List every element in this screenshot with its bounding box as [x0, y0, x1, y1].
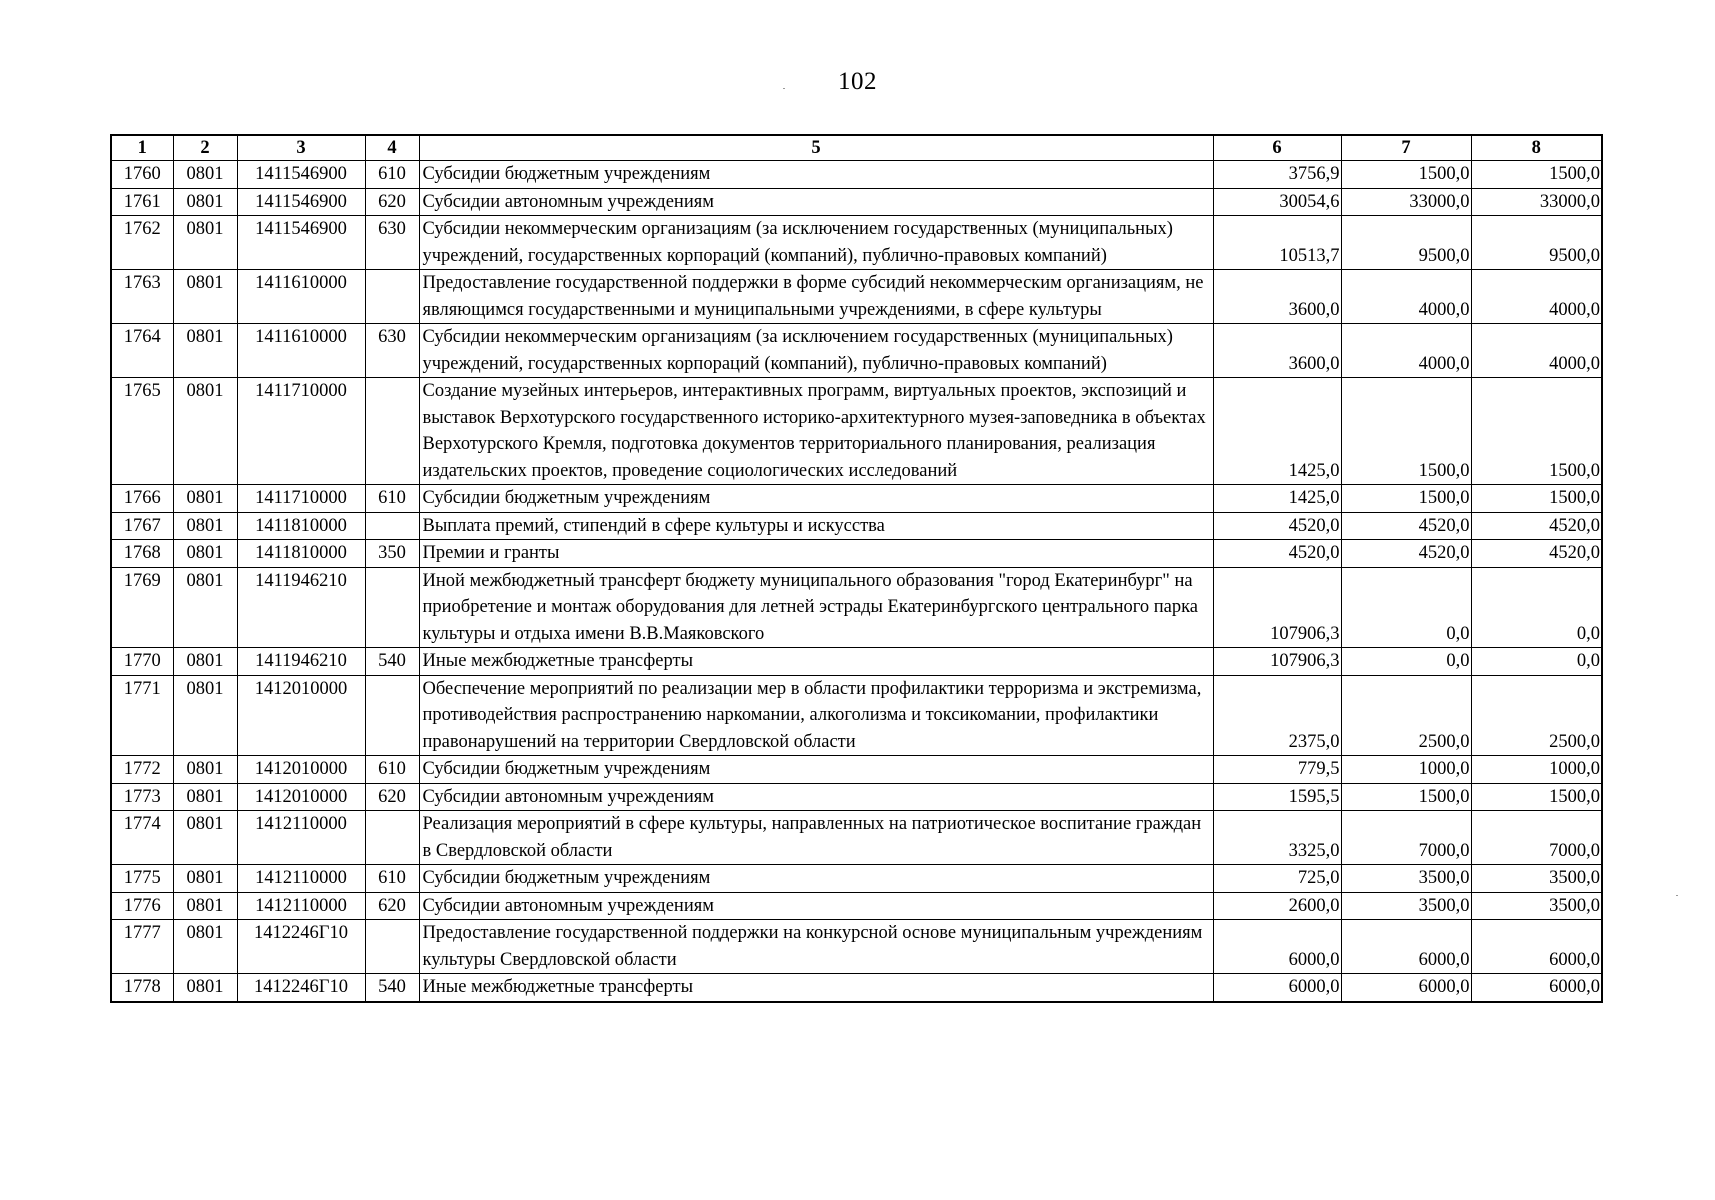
target-code-cell: 1412110000 — [237, 865, 365, 893]
expense-type-cell: 630 — [365, 324, 419, 378]
target-code-cell: 1411946210 — [237, 648, 365, 676]
row-number-cell: 1767 — [111, 512, 173, 540]
amount-col8-cell: 7000,0 — [1471, 811, 1602, 865]
header-cell: 5 — [419, 135, 1213, 161]
row-number-cell: 1777 — [111, 920, 173, 974]
target-code-cell: 1411710000 — [237, 378, 365, 485]
expense-type-cell: 540 — [365, 974, 419, 1002]
section-code-cell: 0801 — [173, 161, 237, 189]
amount-col8-cell: 3500,0 — [1471, 865, 1602, 893]
amount-col7-cell: 3500,0 — [1341, 865, 1471, 893]
section-code-cell: 0801 — [173, 485, 237, 513]
header-cell: 2 — [173, 135, 237, 161]
budget-table — [110, 134, 1603, 1003]
section-code-cell: 0801 — [173, 865, 237, 893]
amount-col7-cell: 9500,0 — [1341, 216, 1471, 270]
item-name-cell: Предоставление государственной поддержки в форме субсидий некоммерческим организациям, не являющимся государственными и муниципальными учреждениями, в сфере культуры — [419, 270, 1213, 324]
amount-col8-cell: 6000,0 — [1471, 974, 1602, 1002]
row-number-cell: 1766 — [111, 485, 173, 513]
table-row — [111, 811, 1602, 865]
amount-col6-cell: 1425,0 — [1213, 378, 1341, 485]
header-cell: 4 — [365, 135, 419, 161]
amount-col6-cell: 10513,7 — [1213, 216, 1341, 270]
header-cell: 3 — [237, 135, 365, 161]
amount-col8-cell: 1500,0 — [1471, 783, 1602, 811]
row-number-cell: 1760 — [111, 161, 173, 189]
header-row — [111, 135, 1602, 161]
target-code-cell: 1411610000 — [237, 324, 365, 378]
amount-col8-cell: 4000,0 — [1471, 324, 1602, 378]
expense-type-cell — [365, 378, 419, 485]
section-code-cell: 0801 — [173, 756, 237, 784]
amount-col8-cell: 4520,0 — [1471, 540, 1602, 568]
row-number-cell: 1773 — [111, 783, 173, 811]
target-code-cell: 1412010000 — [237, 783, 365, 811]
row-number-cell: 1775 — [111, 865, 173, 893]
row-number-cell: 1770 — [111, 648, 173, 676]
amount-col8-cell: 2500,0 — [1471, 675, 1602, 756]
table-row — [111, 540, 1602, 568]
expense-type-cell: 620 — [365, 783, 419, 811]
expense-type-cell: 540 — [365, 648, 419, 676]
amount-col6-cell: 3600,0 — [1213, 270, 1341, 324]
section-code-cell: 0801 — [173, 270, 237, 324]
section-code-cell: 0801 — [173, 920, 237, 974]
row-number-cell: 1778 — [111, 974, 173, 1002]
row-number-cell: 1762 — [111, 216, 173, 270]
table-row — [111, 865, 1602, 893]
expense-type-cell — [365, 512, 419, 540]
amount-col8-cell: 4000,0 — [1471, 270, 1602, 324]
amount-col8-cell: 0,0 — [1471, 567, 1602, 648]
row-number-cell: 1761 — [111, 188, 173, 216]
item-name-cell: Субсидии бюджетным учреждениям — [419, 485, 1213, 513]
target-code-cell: 1412110000 — [237, 811, 365, 865]
amount-col7-cell: 1500,0 — [1341, 378, 1471, 485]
amount-col7-cell: 33000,0 — [1341, 188, 1471, 216]
table-row — [111, 161, 1602, 189]
item-name-cell: Субсидии автономным учреждениям — [419, 188, 1213, 216]
expense-type-cell — [365, 811, 419, 865]
target-code-cell: 1411546900 — [237, 188, 365, 216]
expense-type-cell: 610 — [365, 161, 419, 189]
expense-type-cell — [365, 675, 419, 756]
table-row — [111, 188, 1602, 216]
table-row — [111, 378, 1602, 485]
amount-col6-cell: 6000,0 — [1213, 974, 1341, 1002]
amount-col8-cell: 3500,0 — [1471, 892, 1602, 920]
row-number-cell: 1765 — [111, 378, 173, 485]
amount-col8-cell: 6000,0 — [1471, 920, 1602, 974]
expense-type-cell — [365, 920, 419, 974]
amount-col8-cell: 1500,0 — [1471, 378, 1602, 485]
expense-type-cell: 620 — [365, 892, 419, 920]
amount-col7-cell: 4000,0 — [1341, 270, 1471, 324]
table-row — [111, 324, 1602, 378]
table-row — [111, 892, 1602, 920]
expense-type-cell: 630 — [365, 216, 419, 270]
target-code-cell: 1411946210 — [237, 567, 365, 648]
item-name-cell: Субсидии некоммерческим организациям (за исключением государственных (муниципальных) учреждений, государственных корпораций (компаний), публично-правовых компаний) — [419, 324, 1213, 378]
row-number-cell: 1769 — [111, 567, 173, 648]
target-code-cell: 1411810000 — [237, 540, 365, 568]
expense-type-cell: 620 — [365, 188, 419, 216]
item-name-cell: Субсидии некоммерческим организациям (за исключением государственных (муниципальных) учреждений, государственных корпораций (компаний), публично-правовых компаний) — [419, 216, 1213, 270]
target-code-cell: 1411546900 — [237, 161, 365, 189]
amount-col7-cell: 0,0 — [1341, 648, 1471, 676]
item-name-cell: Иные межбюджетные трансферты — [419, 648, 1213, 676]
item-name-cell: Субсидии бюджетным учреждениям — [419, 161, 1213, 189]
amount-col7-cell: 6000,0 — [1341, 974, 1471, 1002]
amount-col7-cell: 0,0 — [1341, 567, 1471, 648]
section-code-cell: 0801 — [173, 540, 237, 568]
amount-col6-cell: 4520,0 — [1213, 512, 1341, 540]
amount-col6-cell: 3600,0 — [1213, 324, 1341, 378]
section-code-cell: 0801 — [173, 378, 237, 485]
section-code-cell: 0801 — [173, 648, 237, 676]
target-code-cell: 1412010000 — [237, 675, 365, 756]
amount-col8-cell: 4520,0 — [1471, 512, 1602, 540]
item-name-cell: Предоставление государственной поддержки на конкурсной основе муниципальным учреждениям культуры Свердловской области — [419, 920, 1213, 974]
amount-col6-cell: 30054,6 — [1213, 188, 1341, 216]
amount-col7-cell: 1000,0 — [1341, 756, 1471, 784]
expense-type-cell: 610 — [365, 756, 419, 784]
row-number-cell: 1771 — [111, 675, 173, 756]
section-code-cell: 0801 — [173, 512, 237, 540]
amount-col7-cell: 4520,0 — [1341, 540, 1471, 568]
amount-col8-cell: 1000,0 — [1471, 756, 1602, 784]
section-code-cell: 0801 — [173, 974, 237, 1002]
header-cell: 8 — [1471, 135, 1602, 161]
amount-col6-cell: 725,0 — [1213, 865, 1341, 893]
section-code-cell: 0801 — [173, 811, 237, 865]
amount-col7-cell: 1500,0 — [1341, 485, 1471, 513]
section-code-cell: 0801 — [173, 567, 237, 648]
amount-col6-cell: 1595,5 — [1213, 783, 1341, 811]
section-code-cell: 0801 — [173, 675, 237, 756]
row-number-cell: 1764 — [111, 324, 173, 378]
item-name-cell: Реализация мероприятий в сфере культуры, направленных на патриотическое воспитание граждан в Свердловской области — [419, 811, 1213, 865]
target-code-cell: 1411610000 — [237, 270, 365, 324]
section-code-cell: 0801 — [173, 324, 237, 378]
amount-col7-cell: 4520,0 — [1341, 512, 1471, 540]
item-name-cell: Выплата премий, стипендий в сфере культуры и искусства — [419, 512, 1213, 540]
expense-type-cell — [365, 270, 419, 324]
header-cell: 1 — [111, 135, 173, 161]
table-row — [111, 567, 1602, 648]
table-row — [111, 783, 1602, 811]
row-number-cell: 1774 — [111, 811, 173, 865]
amount-col7-cell: 1500,0 — [1341, 161, 1471, 189]
table-row — [111, 270, 1602, 324]
amount-col7-cell: 3500,0 — [1341, 892, 1471, 920]
page-number: 102 — [838, 68, 877, 95]
target-code-cell: 1412246Г10 — [237, 920, 365, 974]
expense-type-cell: 350 — [365, 540, 419, 568]
row-number-cell: 1776 — [111, 892, 173, 920]
section-code-cell: 0801 — [173, 188, 237, 216]
item-name-cell: Субсидии бюджетным учреждениям — [419, 756, 1213, 784]
target-code-cell: 1412010000 — [237, 756, 365, 784]
amount-col8-cell: 1500,0 — [1471, 485, 1602, 513]
item-name-cell: Иной межбюджетный трансферт бюджету муниципального образования "город Екатеринбург" на приобретение и монтаж оборудования для летней эстрады Екатеринбургского центрального парка культуры и отдыха имени В.В.Маяковского — [419, 567, 1213, 648]
amount-col8-cell: 33000,0 — [1471, 188, 1602, 216]
expense-type-cell: 610 — [365, 865, 419, 893]
amount-col6-cell: 107906,3 — [1213, 567, 1341, 648]
target-code-cell: 1411710000 — [237, 485, 365, 513]
amount-col8-cell: 0,0 — [1471, 648, 1602, 676]
item-name-cell: Субсидии автономным учреждениям — [419, 783, 1213, 811]
target-code-cell: 1412110000 — [237, 892, 365, 920]
table-row — [111, 648, 1602, 676]
expense-type-cell: 610 — [365, 485, 419, 513]
header-cell: 7 — [1341, 135, 1471, 161]
target-code-cell: 1411810000 — [237, 512, 365, 540]
item-name-cell: Субсидии бюджетным учреждениям — [419, 865, 1213, 893]
amount-col8-cell: 1500,0 — [1471, 161, 1602, 189]
row-number-cell: 1768 — [111, 540, 173, 568]
table-row — [111, 512, 1602, 540]
table-row — [111, 485, 1602, 513]
amount-col6-cell: 107906,3 — [1213, 648, 1341, 676]
amount-col7-cell: 1500,0 — [1341, 783, 1471, 811]
amount-col6-cell: 4520,0 — [1213, 540, 1341, 568]
amount-col7-cell: 2500,0 — [1341, 675, 1471, 756]
item-name-cell: Обеспечение мероприятий по реализации мер в области профилактики терроризма и экстремизма, противодействия распространению наркомании, алкоголизма и токсикомании, профилактики правонарушений на территории Свердловской области — [419, 675, 1213, 756]
table-row — [111, 974, 1602, 1002]
row-number-cell: 1763 — [111, 270, 173, 324]
item-name-cell: Субсидии автономным учреждениям — [419, 892, 1213, 920]
target-code-cell: 1412246Г10 — [237, 974, 365, 1002]
table-row — [111, 920, 1602, 974]
section-code-cell: 0801 — [173, 892, 237, 920]
amount-col8-cell: 9500,0 — [1471, 216, 1602, 270]
amount-col6-cell: 2600,0 — [1213, 892, 1341, 920]
amount-col6-cell: 6000,0 — [1213, 920, 1341, 974]
amount-col6-cell: 3756,9 — [1213, 161, 1341, 189]
row-number-cell: 1772 — [111, 756, 173, 784]
amount-col6-cell: 779,5 — [1213, 756, 1341, 784]
amount-col6-cell: 1425,0 — [1213, 485, 1341, 513]
table-row — [111, 216, 1602, 270]
amount-col6-cell: 3325,0 — [1213, 811, 1341, 865]
section-code-cell: 0801 — [173, 216, 237, 270]
amount-col7-cell: 4000,0 — [1341, 324, 1471, 378]
table-row — [111, 675, 1602, 756]
header-cell: 6 — [1213, 135, 1341, 161]
scan-speck — [783, 88, 785, 89]
item-name-cell: Премии и гранты — [419, 540, 1213, 568]
amount-col7-cell: 6000,0 — [1341, 920, 1471, 974]
section-code-cell: 0801 — [173, 783, 237, 811]
item-name-cell: Создание музейных интерьеров, интерактивных программ, виртуальных проектов, экспозиций и выставок Верхотурского государственного историко-архитектурного музея-заповедника в объектах Верхотурского Кремля, подготовка документов территориального планирования, реализация издательских проектов, проведение социологических исследований — [419, 378, 1213, 485]
item-name-cell: Иные межбюджетные трансферты — [419, 974, 1213, 1002]
table-row — [111, 756, 1602, 784]
amount-col6-cell: 2375,0 — [1213, 675, 1341, 756]
amount-col7-cell: 7000,0 — [1341, 811, 1471, 865]
expense-type-cell — [365, 567, 419, 648]
target-code-cell: 1411546900 — [237, 216, 365, 270]
scan-speck — [1676, 895, 1678, 896]
